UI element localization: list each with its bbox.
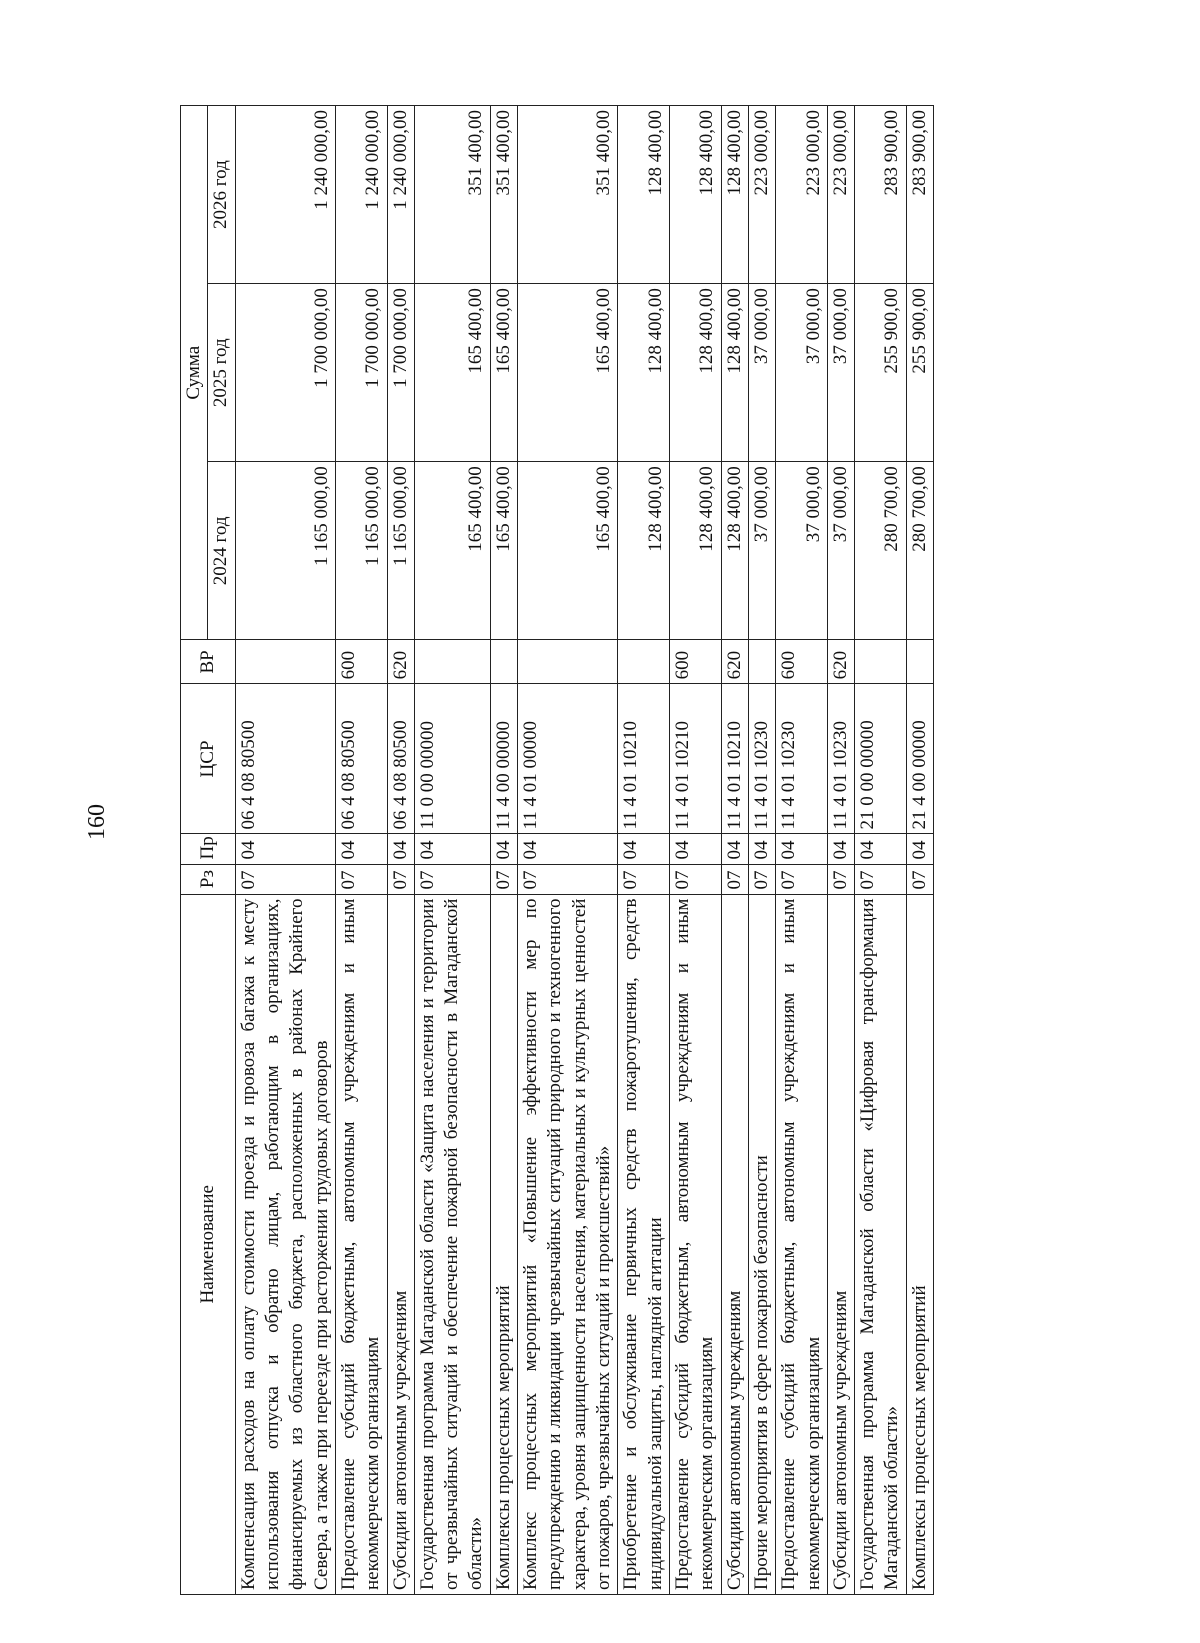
cell-2026: 223 000,00 [748, 106, 775, 284]
cell-rz: 07 [906, 864, 933, 894]
page-number: 160 [84, 804, 110, 840]
table-row [235, 106, 335, 1595]
cell-rz: 07 [669, 864, 721, 894]
cell-rz: 07 [776, 864, 828, 894]
cell-2024: 1 165 000,00 [235, 462, 335, 640]
cell-2026: 283 900,00 [906, 106, 933, 284]
cell-csr: 11 4 01 00000 [518, 684, 618, 834]
cell-2026: 128 400,00 [721, 106, 748, 284]
cell-2026: 1 240 000,00 [387, 106, 414, 284]
cell-name: Государственная программа Магаданской области «Защита населения и территории от чрезвычайных ситуаций и обеспечение пожарной безопасности в Магаданской области» [414, 894, 490, 1594]
cell-rz: 07 [827, 864, 854, 894]
cell-2026: 1 240 000,00 [235, 106, 335, 284]
cell-vr [490, 640, 517, 684]
budget-table [180, 105, 934, 1595]
header-csr: ЦСР [181, 684, 236, 834]
cell-vr [748, 640, 775, 684]
cell-rz: 07 [855, 864, 907, 894]
cell-csr: 06 4 08 80500 [387, 684, 414, 834]
cell-vr [855, 640, 907, 684]
cell-name: Предоставление субсидий бюджетным, автономным учреждениям и иным некоммерческим организациям [776, 894, 828, 1594]
cell-vr: 620 [387, 640, 414, 684]
cell-name: Субсидии автономным учреждениям [387, 894, 414, 1594]
cell-name: Предоставление субсидий бюджетным, автономным учреждениям и иным некоммерческим организациям [669, 894, 721, 1594]
cell-2025: 1 700 000,00 [235, 284, 335, 462]
cell-name: Субсидии автономным учреждениям [721, 894, 748, 1594]
cell-name: Субсидии автономным учреждениям [827, 894, 854, 1594]
table-row [387, 106, 414, 1595]
cell-pr: 04 [518, 834, 618, 864]
cell-2025: 37 000,00 [827, 284, 854, 462]
cell-csr: 06 4 08 80500 [335, 684, 387, 834]
cell-2025: 255 900,00 [855, 284, 907, 462]
cell-2024: 280 700,00 [906, 462, 933, 640]
table-row [335, 106, 387, 1595]
cell-name: Комплексы процессных мероприятий [906, 894, 933, 1594]
cell-pr: 04 [906, 834, 933, 864]
table-row [906, 106, 933, 1595]
table-row [748, 106, 775, 1595]
cell-csr: 11 4 01 10230 [748, 684, 775, 834]
cell-2026: 351 400,00 [518, 106, 618, 284]
cell-csr: 11 0 00 00000 [414, 684, 490, 834]
table-row [490, 106, 517, 1595]
cell-2026: 351 400,00 [414, 106, 490, 284]
cell-2025: 128 400,00 [721, 284, 748, 462]
header-row-1 [181, 106, 208, 1595]
cell-2025: 165 400,00 [414, 284, 490, 462]
cell-2026: 223 000,00 [827, 106, 854, 284]
cell-csr: 21 4 00 00000 [906, 684, 933, 834]
cell-2024: 37 000,00 [748, 462, 775, 640]
cell-2024: 165 400,00 [490, 462, 517, 640]
header-2026: 2026 год [208, 106, 235, 284]
cell-pr: 04 [490, 834, 517, 864]
cell-vr [518, 640, 618, 684]
cell-rz: 07 [618, 864, 670, 894]
table-row [618, 106, 670, 1595]
header-rz: Рз [181, 864, 236, 894]
cell-2025: 37 000,00 [748, 284, 775, 462]
cell-2024: 165 400,00 [518, 462, 618, 640]
table-row [721, 106, 748, 1595]
cell-name: Прочие мероприятия в сфере пожарной безопасности [748, 894, 775, 1594]
cell-2026: 283 900,00 [855, 106, 907, 284]
table-row [669, 106, 721, 1595]
cell-vr [906, 640, 933, 684]
table-row [776, 106, 828, 1595]
cell-2024: 128 400,00 [618, 462, 670, 640]
cell-vr [618, 640, 670, 684]
cell-csr: 06 4 08 80500 [235, 684, 335, 834]
cell-rz: 07 [387, 864, 414, 894]
cell-2025: 165 400,00 [518, 284, 618, 462]
cell-pr: 04 [748, 834, 775, 864]
cell-2025: 128 400,00 [618, 284, 670, 462]
cell-pr: 04 [776, 834, 828, 864]
cell-2025: 1 700 000,00 [335, 284, 387, 462]
table-row [855, 106, 907, 1595]
cell-pr: 04 [414, 834, 490, 864]
cell-pr: 04 [387, 834, 414, 864]
cell-rz: 07 [721, 864, 748, 894]
cell-csr: 11 4 01 10210 [618, 684, 670, 834]
cell-csr: 21 0 00 00000 [855, 684, 907, 834]
cell-2026: 223 000,00 [776, 106, 828, 284]
cell-csr: 11 4 01 10230 [776, 684, 828, 834]
header-name: Наименование [181, 894, 236, 1594]
cell-vr: 620 [827, 640, 854, 684]
cell-2024: 128 400,00 [721, 462, 748, 640]
cell-vr: 600 [335, 640, 387, 684]
header-vr: ВР [181, 640, 236, 684]
header-2025: 2025 год [208, 284, 235, 462]
header-sum: Сумма [181, 106, 208, 640]
cell-2026: 351 400,00 [490, 106, 517, 284]
cell-2025: 165 400,00 [490, 284, 517, 462]
cell-2026: 128 400,00 [669, 106, 721, 284]
header-2024: 2024 год [208, 462, 235, 640]
cell-vr: 600 [669, 640, 721, 684]
cell-rz: 07 [235, 864, 335, 894]
cell-2026: 128 400,00 [618, 106, 670, 284]
cell-2024: 128 400,00 [669, 462, 721, 640]
cell-2026: 1 240 000,00 [335, 106, 387, 284]
cell-rz: 07 [490, 864, 517, 894]
cell-name: Комплексы процессных мероприятий [490, 894, 517, 1594]
cell-csr: 11 4 01 10210 [669, 684, 721, 834]
cell-2024: 165 400,00 [414, 462, 490, 640]
rotated-page-content [180, 105, 1040, 1595]
cell-pr: 04 [827, 834, 854, 864]
table-row [518, 106, 618, 1595]
cell-csr: 11 4 00 00000 [490, 684, 517, 834]
cell-2024: 1 165 000,00 [335, 462, 387, 640]
cell-csr: 11 4 01 10230 [827, 684, 854, 834]
cell-pr: 04 [855, 834, 907, 864]
cell-rz: 07 [518, 864, 618, 894]
cell-pr: 04 [721, 834, 748, 864]
cell-name: Компенсация расходов на оплату стоимости проезда и провоза багажа к месту использования отпуска и обратно лицам, работающим в организациях, финансируемых из областного бюджета, расположенных в районах Крайнего Севера, а также при переезде при расторжении трудовых договоров [235, 894, 335, 1594]
cell-pr: 04 [669, 834, 721, 864]
cell-vr: 600 [776, 640, 828, 684]
header-pr: Пр [181, 834, 236, 864]
cell-vr [235, 640, 335, 684]
cell-2025: 37 000,00 [776, 284, 828, 462]
cell-pr: 04 [235, 834, 335, 864]
cell-rz: 07 [335, 864, 387, 894]
cell-2024: 1 165 000,00 [387, 462, 414, 640]
cell-rz: 07 [748, 864, 775, 894]
cell-name: Государственная программа Магаданской области «Цифровая трансформация Магаданской области» [855, 894, 907, 1594]
cell-vr [414, 640, 490, 684]
cell-pr: 04 [618, 834, 670, 864]
cell-vr: 620 [721, 640, 748, 684]
cell-2024: 280 700,00 [855, 462, 907, 640]
cell-csr: 11 4 01 10210 [721, 684, 748, 834]
cell-2025: 128 400,00 [669, 284, 721, 462]
cell-2025: 1 700 000,00 [387, 284, 414, 462]
cell-2024: 37 000,00 [776, 462, 828, 640]
cell-2024: 37 000,00 [827, 462, 854, 640]
table-row [827, 106, 854, 1595]
cell-name: Предоставление субсидий бюджетным, автономным учреждениям и иным некоммерческим организациям [335, 894, 387, 1594]
table-row [414, 106, 490, 1595]
cell-name: Приобретение и обслуживание первичных средств пожаротушения, средств индивидуальной защиты, наглядной агитации [618, 894, 670, 1594]
cell-pr: 04 [335, 834, 387, 864]
cell-name: Комплекс процессных мероприятий «Повышение эффективности мер по предупреждению и ликвидации чрезвычайных ситуаций природного и техногенного характера, уровня защищенности населения, материальных и культурных ценностей от пожаров, чрезвычайных ситуаций и происшествий» [518, 894, 618, 1594]
table-body [235, 106, 933, 1595]
cell-rz: 07 [414, 864, 490, 894]
cell-2025: 255 900,00 [906, 284, 933, 462]
